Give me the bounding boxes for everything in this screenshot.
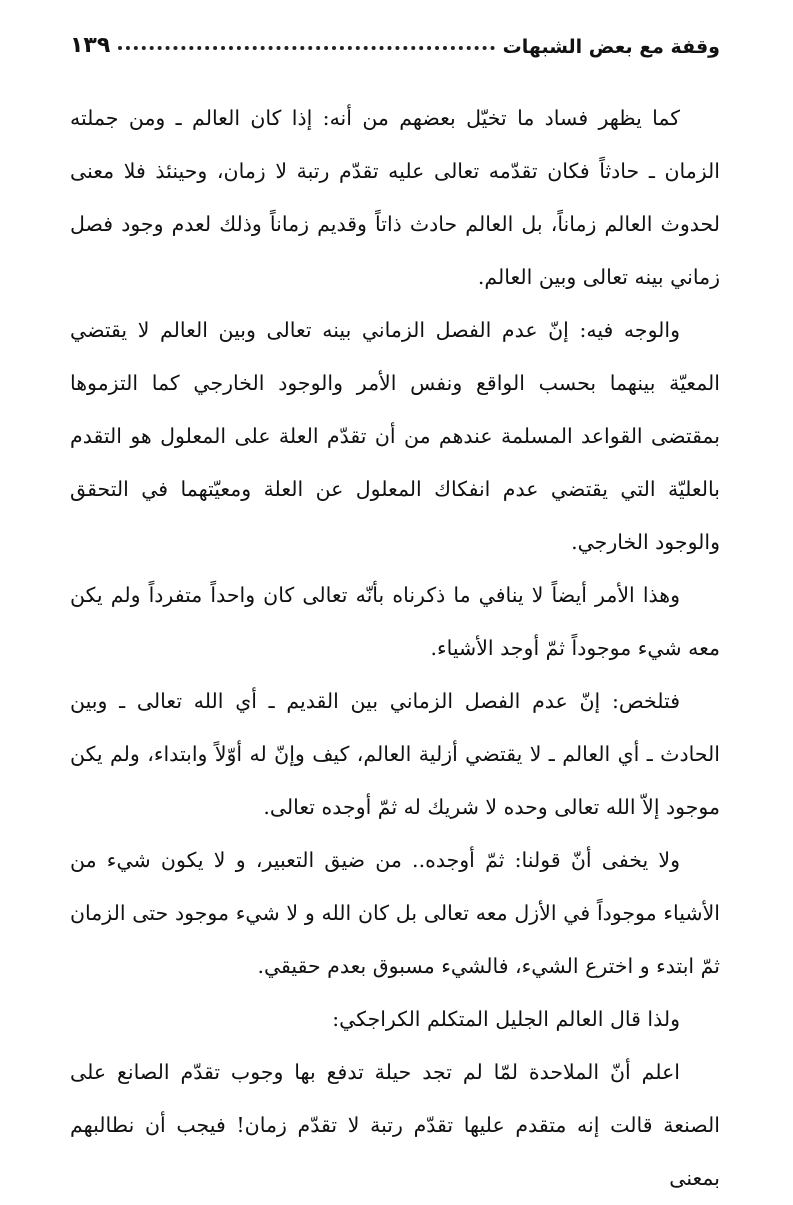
paragraph: فتلخص: إنّ عدم الفصل الزماني بين القديم ـ أي الله تعالى ـ وبين الحادث ـ أي العالم ـ لا يقتضي أزلية العالم، كيف وإنّ له أوّلاً وابتداء، ولم يكن موجود إلاّ الله تعالى وحده لا شريك له ثمّ أوجده تعالى. [70, 689, 720, 819]
paragraph: ولا يخفى أنّ قولنا: ثمّ أوجده.. من ضيق التعبير، و لا يكون شيء من الأشياء موجوداً في الأزل معه تعالى بل كان الله و لا شيء موجود حتى الزمان ثمّ ابتدء و اخترع الشيء، فالشيء مسبوق بعدم حقيقي. [70, 848, 720, 978]
page-header [70, 22, 720, 58]
paragraph: وهذا الأمر أيضاً لا ينافي ما ذكرناه بأنّه تعالى كان واحداً متفرداً ولم يكن معه شيء موجوداً ثمّ أوجد الأشياء. [70, 583, 720, 660]
page-body [70, 92, 720, 1205]
paragraph: والوجه فيه: إنّ عدم الفصل الزماني بينه تعالى وبين العالم لا يقتضي المعيّة بينهما بحسب الواقع ونفس الأمر والوجود الخارجي كما التزموها بمقتضى القواعد المسلمة عندهم من أن تقدّم العلة على المعلول هو التقدم بالعليّة التي يقتضي عدم انفكاك المعلول عن العلة ومعيّتهما في التحقق والوجود الخارجي. [70, 318, 720, 554]
page-number: ١٣٩ [70, 33, 111, 58]
paragraph: ولذا قال العالم الجليل المتكلم الكراجكي: [332, 1007, 680, 1031]
dotted-leader [118, 46, 494, 50]
paragraph: اعلم أنّ الملاحدة لمّا لم تجد حيلة تدفع بها وجوب تقدّم الصانع على الصنعة قالت إنه متقدم عليها تقدّم رتبة لا تقدّم زمان! فيجب أن نطالبهم بمعنى [70, 1060, 720, 1190]
running-title: وقفة مع بعض الشبهات [502, 36, 720, 58]
paragraph: كما يظهر فساد ما تخيّل بعضهم من أنه: إذا كان العالم ـ ومن جملته الزمان ـ حادثاً فكان تقدّمه تعالى عليه تقدّم رتبة لا زمان، وحينئذ فلا معنى لحدوث العالم زماناً، بل العالم حادث ذاتاً وقديم زماناً وذلك لعدم وجود فصل زماني بينه تعالى وبين العالم. [70, 106, 720, 289]
